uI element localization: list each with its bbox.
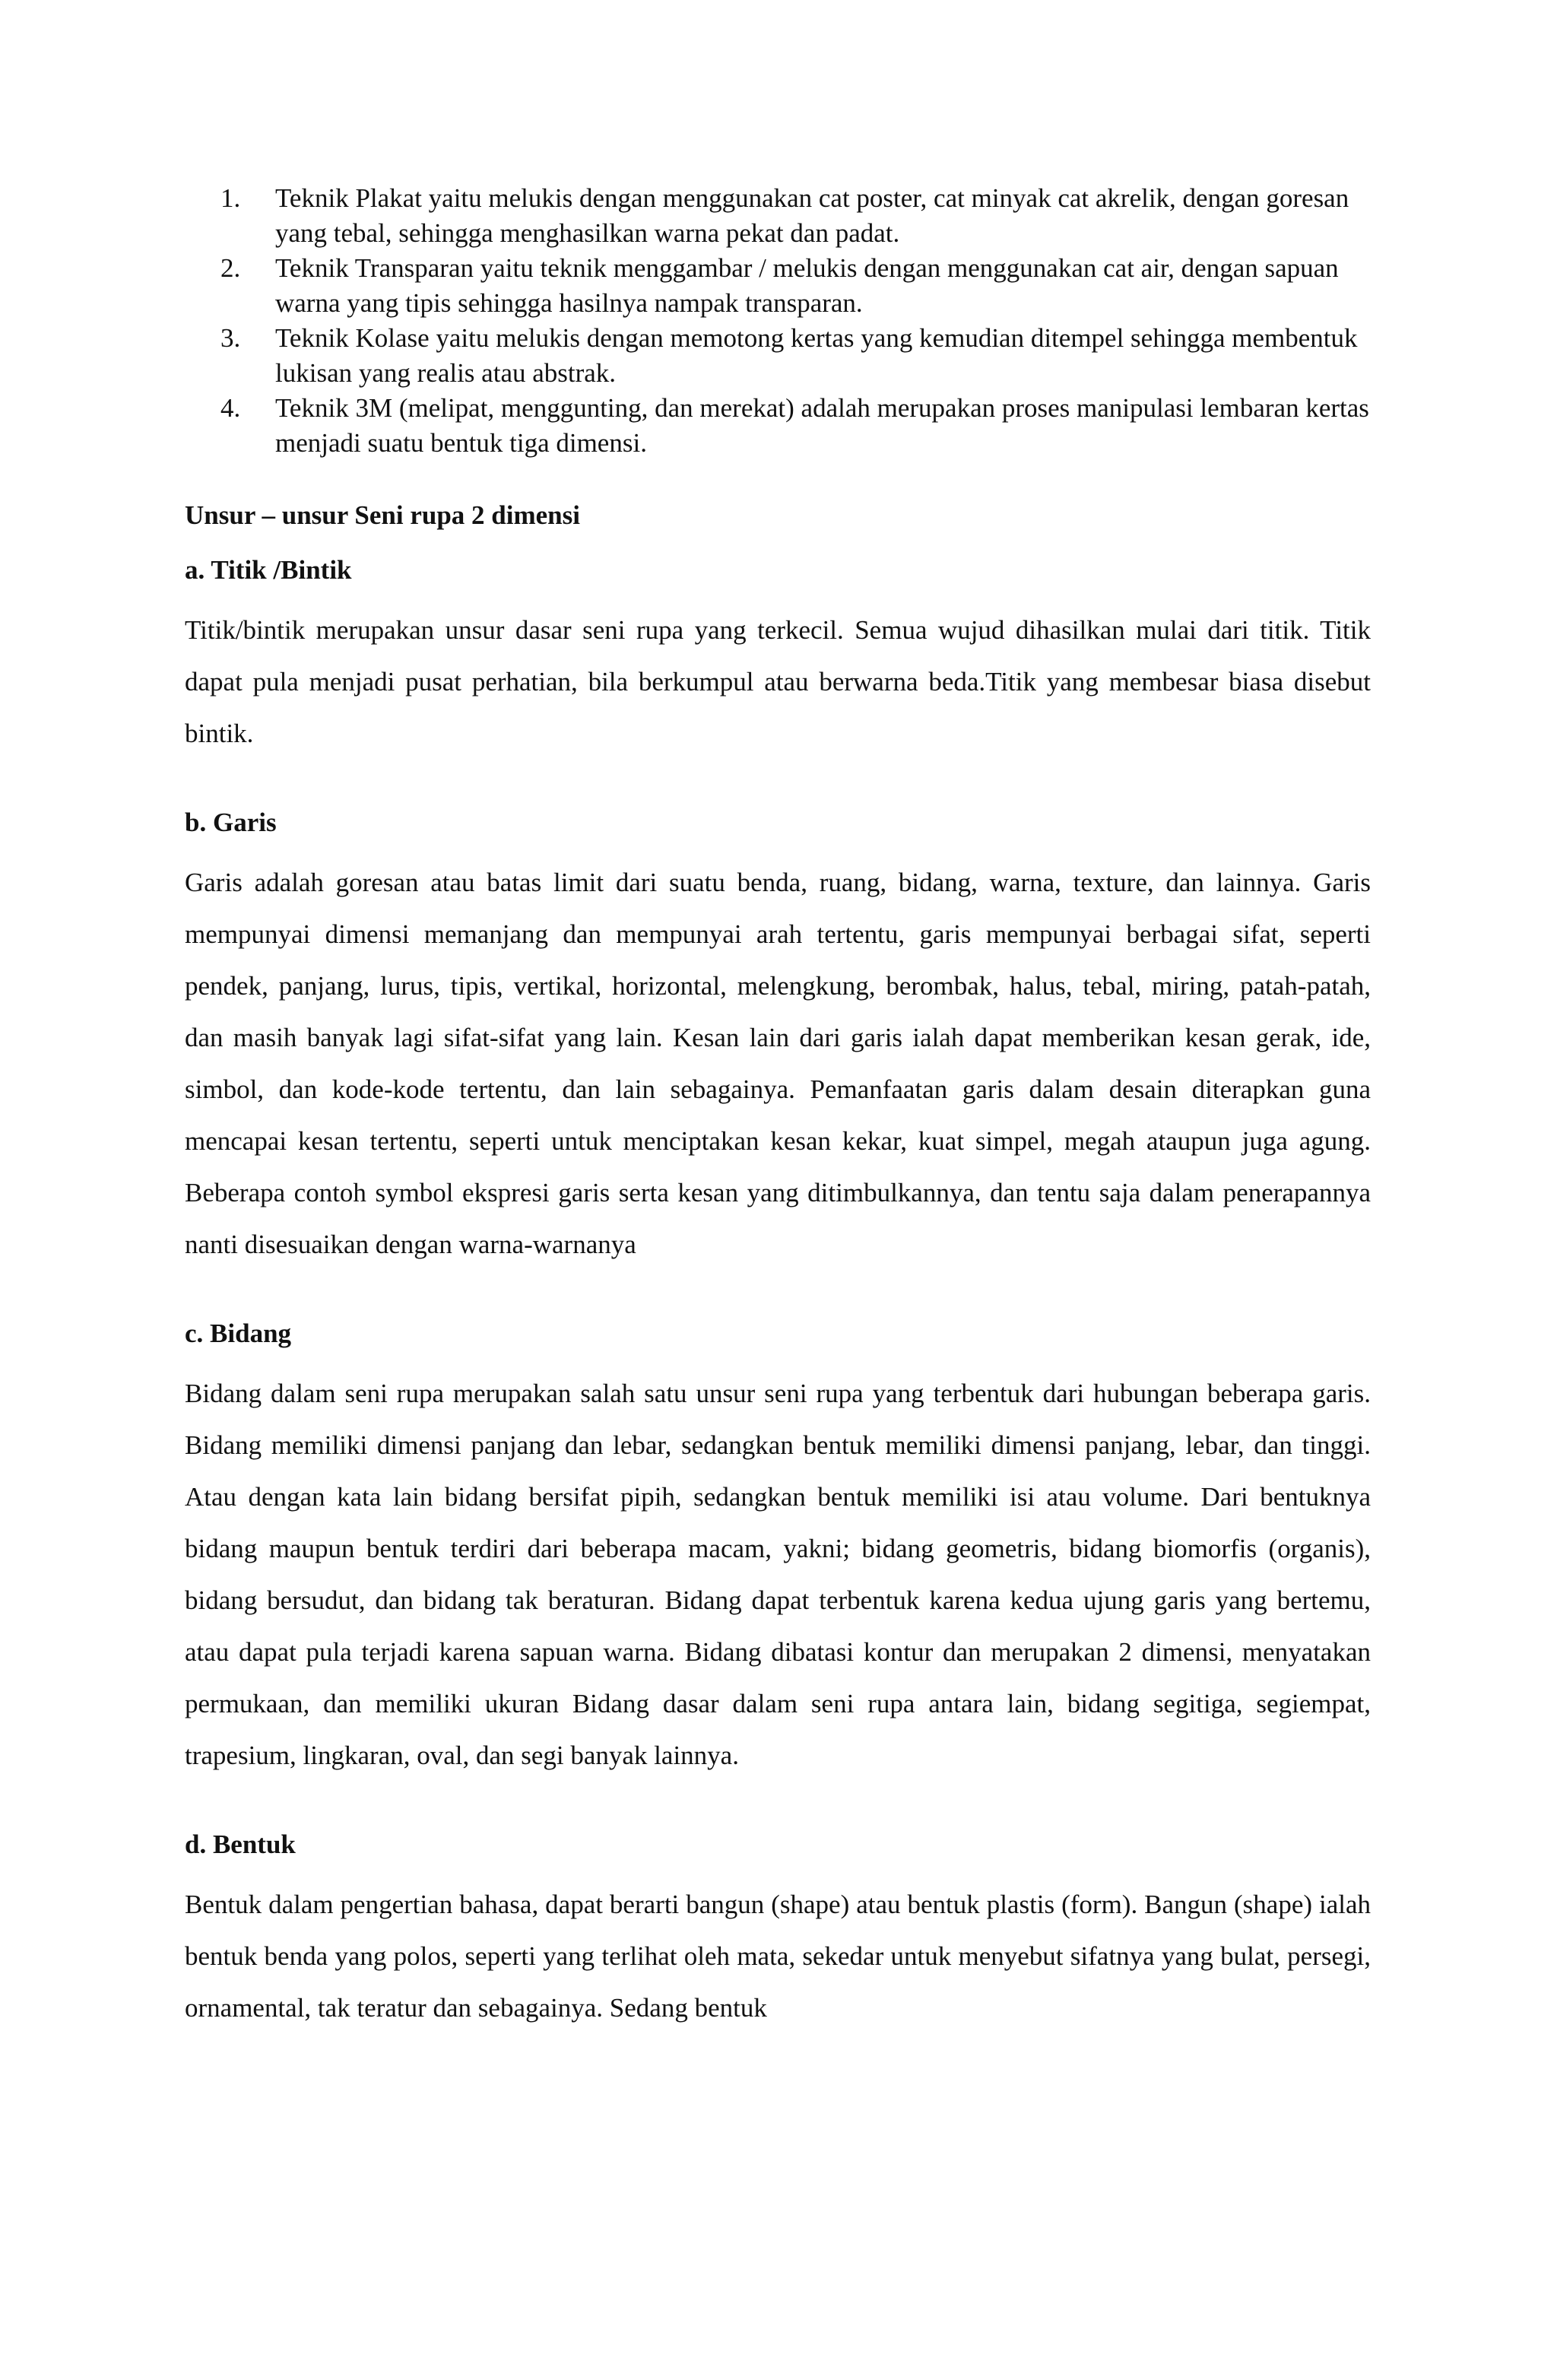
list-item-number: 4. [220, 393, 241, 423]
section-heading: d. Bentuk [185, 1829, 296, 1859]
section-garis [185, 805, 1371, 1271]
section-body: Bidang dalam seni rupa merupakan salah satu unsur seni rupa yang terbentuk dari hubungan beberapa garis. Bidang memiliki dimensi panjang dan lebar, sedangkan bentuk memiliki dimensi panjang, lebar, dan tinggi. Atau dengan kata lain bidang bersifat pipih, sedangkan bentuk memiliki isi atau volume. Dari bentuknya bidang maupun bentuk terdiri dari beberapa macam, yakni; bidang geometris, bidang biomorfis (organis), bidang bersudut, dan bidang tak beraturan. Bidang dapat terbentuk karena kedua ujung garis yang bertemu, atau dapat pula terjadi karena sapuan warna. Bidang dibatasi kontur dan merupakan 2 dimensi, menyatakan permukaan, dan memiliki ukuran Bidang dasar dalam seni rupa antara lain, bidang segitiga, segiempat, trapesium, lingkaran, oval, dan segi banyak lainnya. [185, 1379, 1371, 1770]
list-item [220, 251, 1376, 321]
main-title: Unsur – unsur Seni rupa 2 dimensi [185, 500, 580, 530]
section-body: Bentuk dalam pengertian bahasa, dapat berarti bangun (shape) atau bentuk plastis (form). Bangun (shape) ialah bentuk benda yang polos, seperti yang terlihat oleh mata, sekedar untuk menyebut sifatnya yang bulat, persegi, ornamental, tak teratur dan sebagainya. Sedang bentuk [185, 1890, 1371, 2023]
list-item-text: Teknik Kolase yaitu melukis dengan memotong kertas yang kemudian ditempel sehingga membentuk lukisan yang realis atau abstrak. [275, 323, 1358, 388]
section-titik [185, 553, 1371, 760]
list-item-number: 3. [220, 323, 241, 353]
section-heading: a. Titik /Bintik [185, 555, 352, 585]
technique-list [220, 181, 1376, 461]
section-heading: b. Garis [185, 808, 277, 837]
list-item-text: Teknik Transparan yaitu teknik menggambar / melukis dengan menggunakan cat air, dengan sapuan warna yang tipis sehingga hasilnya nampak transparan. [275, 253, 1339, 318]
list-item-text: Teknik Plakat yaitu melukis dengan menggunakan cat poster, cat minyak cat akrelik, dengan goresan yang tebal, sehingga menghasilkan warna pekat dan padat. [275, 183, 1349, 248]
list-item [220, 391, 1376, 461]
list-item [220, 321, 1376, 391]
section-bentuk [185, 1827, 1371, 2034]
section-body: Garis adalah goresan atau batas limit dari suatu benda, ruang, bidang, warna, texture, dan lainnya. Garis mempunyai dimensi memanjang dan mempunyai arah tertentu, garis mempunyai berbagai sifat, seperti pendek, panjang, lurus, tipis, vertikal, horizontal, melengkung, berombak, halus, tebal, miring, patah-patah, dan masih banyak lagi sifat-sifat yang lain. Kesan lain dari garis ialah dapat memberikan kesan gerak, ide, simbol, dan kode-kode tertentu, dan lain sebagainya. Pemanfaatan garis dalam desain diterapkan guna mencapai kesan tertentu, seperti untuk menciptakan kesan kekar, kuat simpel, megah ataupun juga agung. Beberapa contoh symbol ekspresi garis serta kesan yang ditimbulkannya, dan tentu saja dalam penerapannya nanti disesuaikan dengan warna-warnanya [185, 868, 1371, 1259]
list-item-number: 2. [220, 253, 241, 283]
list-item-number: 1. [220, 183, 241, 213]
section-heading: c. Bidang [185, 1319, 292, 1348]
section-body: Titik/bintik merupakan unsur dasar seni rupa yang terkecil. Semua wujud dihasilkan mulai dari titik. Titik dapat pula menjadi pusat perhatian, bila berkumpul atau berwarna beda.Titik yang membesar biasa disebut bintik. [185, 615, 1371, 748]
main-content [185, 498, 1371, 2080]
section-bidang [185, 1316, 1371, 1782]
list-item [220, 181, 1376, 251]
list-item-text: Teknik 3M (melipat, menggunting, dan merekat) adalah merupakan proses manipulasi lembaran kertas menjadi suatu bentuk tiga dimensi. [275, 393, 1369, 458]
